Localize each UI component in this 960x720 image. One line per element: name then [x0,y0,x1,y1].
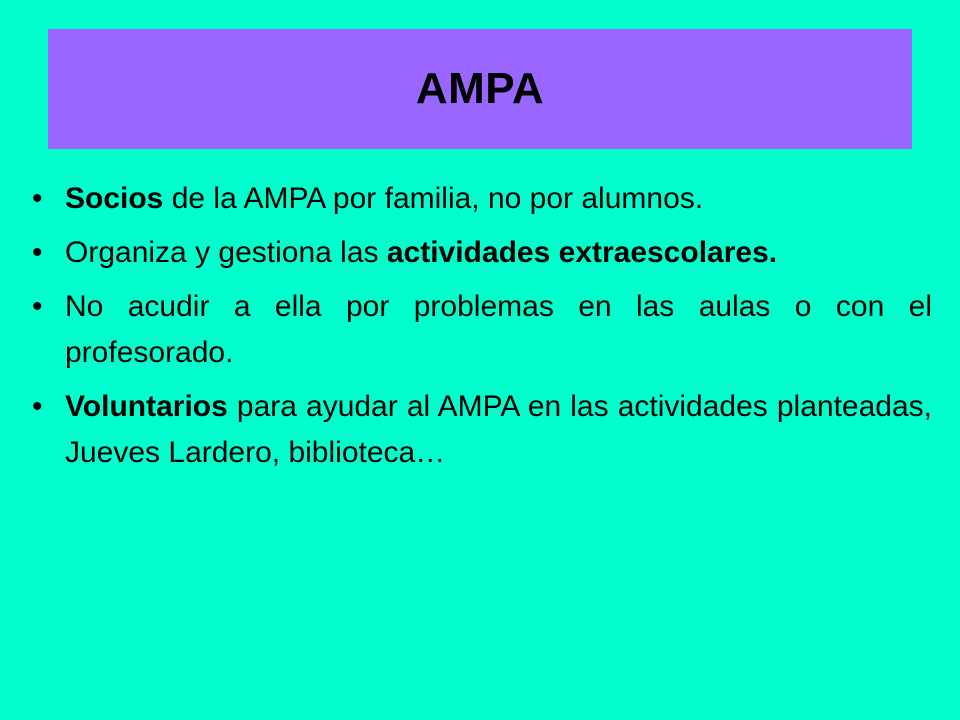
bullet-item [32,176,932,222]
bullet-text: No acudir a ella por problemas en las aulas o con el profesorado. [65,290,932,369]
bullet-item [32,384,932,476]
bullet-text-bold: Socios [65,182,164,215]
slide-title: AMPA [415,64,545,113]
bullet-item [32,230,932,276]
bullet-text: Organiza y gestiona las [65,236,387,269]
bullet-point-icon: • [32,390,43,423]
bullet-point-icon: • [32,236,43,269]
bullet-text-bold: actividades extraescolares. [386,236,778,269]
bullet-text: de la AMPA por familia, no por alumnos. [163,182,704,215]
bullet-text: para ayudar al AMPA en las actividades planteadas, Jueves Lardero, biblioteca… [65,390,932,469]
bullet-point-icon: • [32,182,43,215]
bullet-text-bold: Voluntarios [65,390,228,423]
title-banner [48,29,912,149]
bullet-point-icon: • [32,290,43,323]
bullet-item [32,284,932,376]
bullet-list [32,176,932,484]
